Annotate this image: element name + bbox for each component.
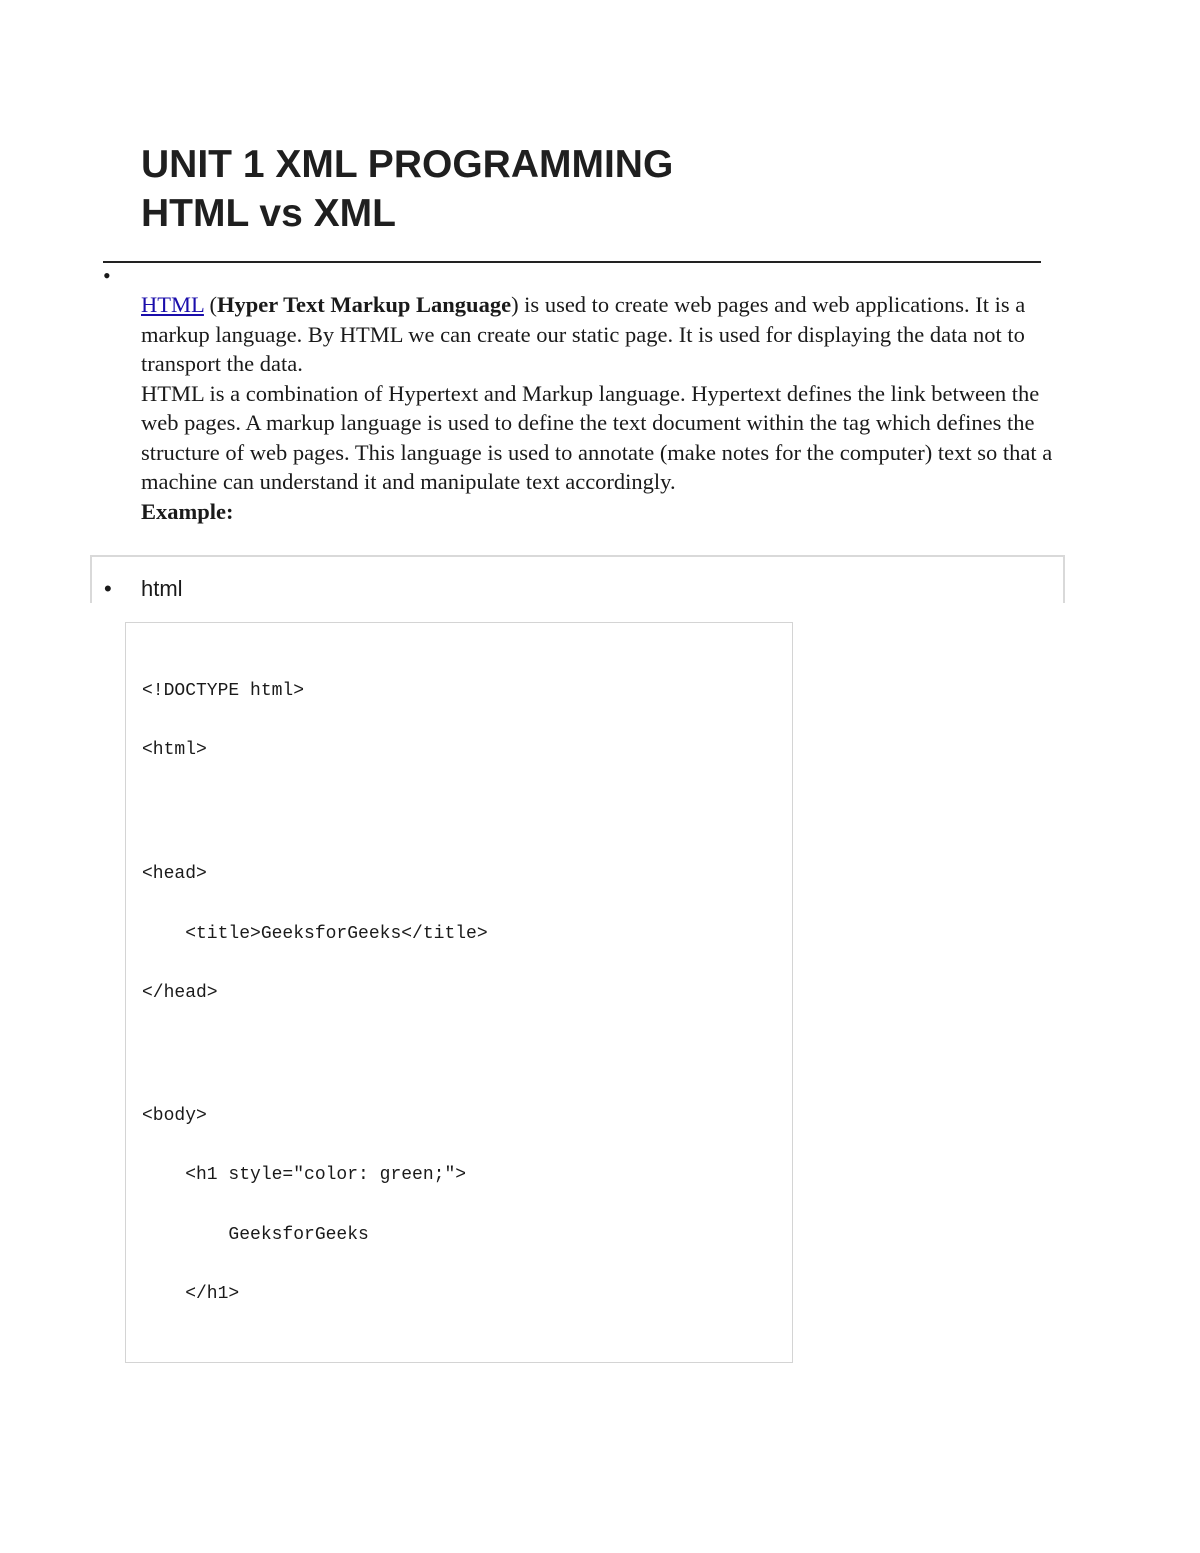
code-block <box>125 622 793 1363</box>
code-line: <head> <box>142 864 207 884</box>
horizontal-rule <box>103 261 1041 263</box>
bold-term: Hyper Text Markup Language <box>217 292 512 317</box>
code-line: </h1> <box>142 1284 240 1304</box>
intro-rest: ) is used to create web pages and web applications. It is a markup language. By HTML we can create our static page. It is used for displaying the data not to transport the data. <box>141 292 1026 376</box>
code-line: <body> <box>142 1106 207 1126</box>
example-bullet: • <box>104 576 112 601</box>
code-language-label: html <box>141 576 183 601</box>
open-paren: ( <box>203 292 218 317</box>
intro-paragraph <box>141 290 1066 379</box>
intro-section <box>141 290 1066 526</box>
example-header-box <box>90 555 1065 603</box>
code-line: <!DOCTYPE html> <box>142 681 305 701</box>
code-line: <h1 style="color: green;"> <box>142 1165 467 1185</box>
description-paragraph: HTML is a combination of Hypertext and Markup language. Hypertext defines the link between the web pages. A markup language is used to define the text document within the tag which defines the structure of web pages. This language is used to annotate (make notes for the computer) text so that a machine can understand it and manipulate text accordingly. <box>141 380 1053 494</box>
code-line: <html> <box>142 740 207 760</box>
title-line-unit: UNIT 1 XML PROGRAMMING <box>141 143 674 186</box>
code-line: GeeksforGeeks <box>142 1225 369 1245</box>
code-line: </head> <box>142 983 218 1003</box>
page-title <box>141 140 673 238</box>
list-bullet: • <box>103 263 111 288</box>
title-line-topic: HTML vs XML <box>141 192 396 235</box>
example-label: Example: <box>141 498 234 524</box>
code-line: <title>GeeksforGeeks</title> <box>142 924 488 944</box>
html-link[interactable]: HTML <box>141 292 204 317</box>
